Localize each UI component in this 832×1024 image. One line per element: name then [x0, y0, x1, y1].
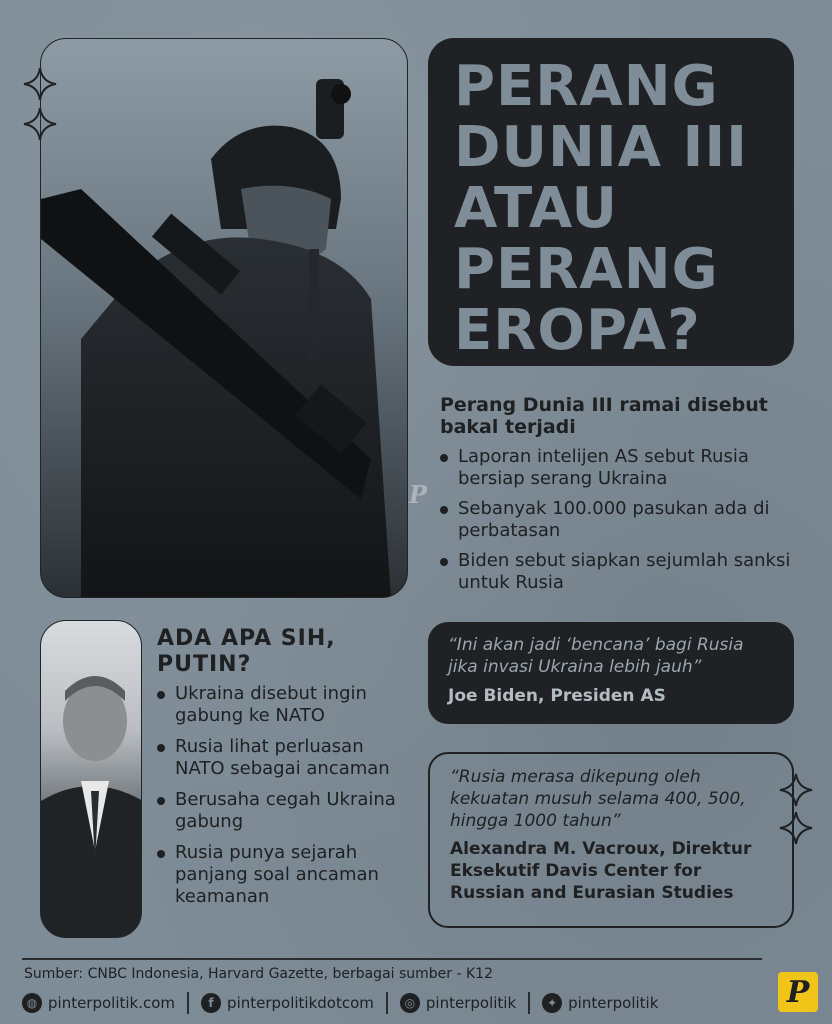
title-line: EROPA? — [454, 298, 701, 363]
vacroux-quote-box — [428, 752, 794, 928]
list-item: Sebanyak 100.000 pasukan ada di perbatasan — [440, 498, 800, 542]
footer-divider — [22, 958, 762, 960]
quote-author: Joe Biden, Presiden AS — [448, 686, 666, 706]
bullet-icon — [440, 558, 448, 566]
list-item: Biden sebut siapkan sejumlah sanksi untuk Rusia — [440, 550, 800, 594]
list-item: Berusaha cegah Ukraina gabung — [157, 789, 412, 833]
bullet-icon — [440, 506, 448, 514]
sparkle-icon — [22, 66, 58, 102]
title-line: ATAU — [454, 176, 618, 241]
facebook-icon: f — [201, 993, 221, 1013]
watermark-logo: P — [409, 480, 428, 509]
putin-photo — [40, 620, 142, 938]
info-heading: Perang Dunia III ramai disebut bakal terjadi — [440, 394, 768, 438]
bullet-icon — [157, 850, 165, 858]
biden-quote-box — [428, 622, 794, 724]
bullet-icon — [157, 691, 165, 699]
soldier-photo — [40, 38, 408, 598]
putin-bullet-list — [157, 683, 412, 917]
bullet-icon — [440, 454, 448, 462]
portrait-illustration — [41, 621, 142, 938]
putin-section-heading: ADA APA SIH, PUTIN? — [157, 626, 336, 677]
globe-icon: ◍ — [22, 993, 42, 1013]
title-line: PERANG — [454, 54, 719, 119]
list-item: Rusia lihat perluasan NATO sebagai ancaman — [157, 736, 412, 780]
instagram-icon: ◎ — [400, 993, 420, 1013]
soldier-illustration — [41, 39, 408, 598]
separator — [187, 992, 189, 1014]
social-links — [22, 990, 658, 1016]
social-facebook-link[interactable]: f pinterpolitikdotcom — [201, 993, 374, 1013]
bullet-icon — [157, 797, 165, 805]
social-twitter-link[interactable]: ✦ pinterpolitik — [542, 993, 658, 1013]
info-bullet-list — [440, 446, 800, 602]
separator — [528, 992, 530, 1014]
quote-author: Alexandra M. Vacroux, Direktur Eksekutif Davis Center for Russian and Eurasian Studies — [450, 839, 752, 903]
title-line: DUNIA III — [454, 115, 749, 180]
title-box — [428, 38, 794, 366]
list-item: Laporan intelijen AS sebut Rusia bersiap serang Ukraina — [440, 446, 800, 490]
quote-text: “Rusia merasa dikepung oleh kekuatan musuh selama 400, 500, hingga 1000 tahun” — [450, 767, 746, 831]
list-item: Rusia punya sejarah panjang soal ancaman keamanan — [157, 842, 412, 908]
source-credit: Sumber: CNBC Indonesia, Harvard Gazette, berbagai sumber - K12 — [24, 966, 493, 982]
separator — [386, 992, 388, 1014]
list-item: Ukraina disebut ingin gabung ke NATO — [157, 683, 412, 727]
pinterpolitik-logo: P — [778, 972, 818, 1012]
social-website-link[interactable]: ◍ pinterpolitik.com — [22, 993, 175, 1013]
quote-text: “Ini akan jadi ‘bencana’ bagi Rusia jika invasi Ukraina lebih jauh” — [448, 635, 744, 677]
social-instagram-link[interactable]: ◎ pinterpolitik — [400, 993, 516, 1013]
bullet-icon — [157, 744, 165, 752]
sparkle-icon — [22, 106, 58, 142]
twitter-icon: ✦ — [542, 993, 562, 1013]
title-line: PERANG — [454, 237, 719, 302]
